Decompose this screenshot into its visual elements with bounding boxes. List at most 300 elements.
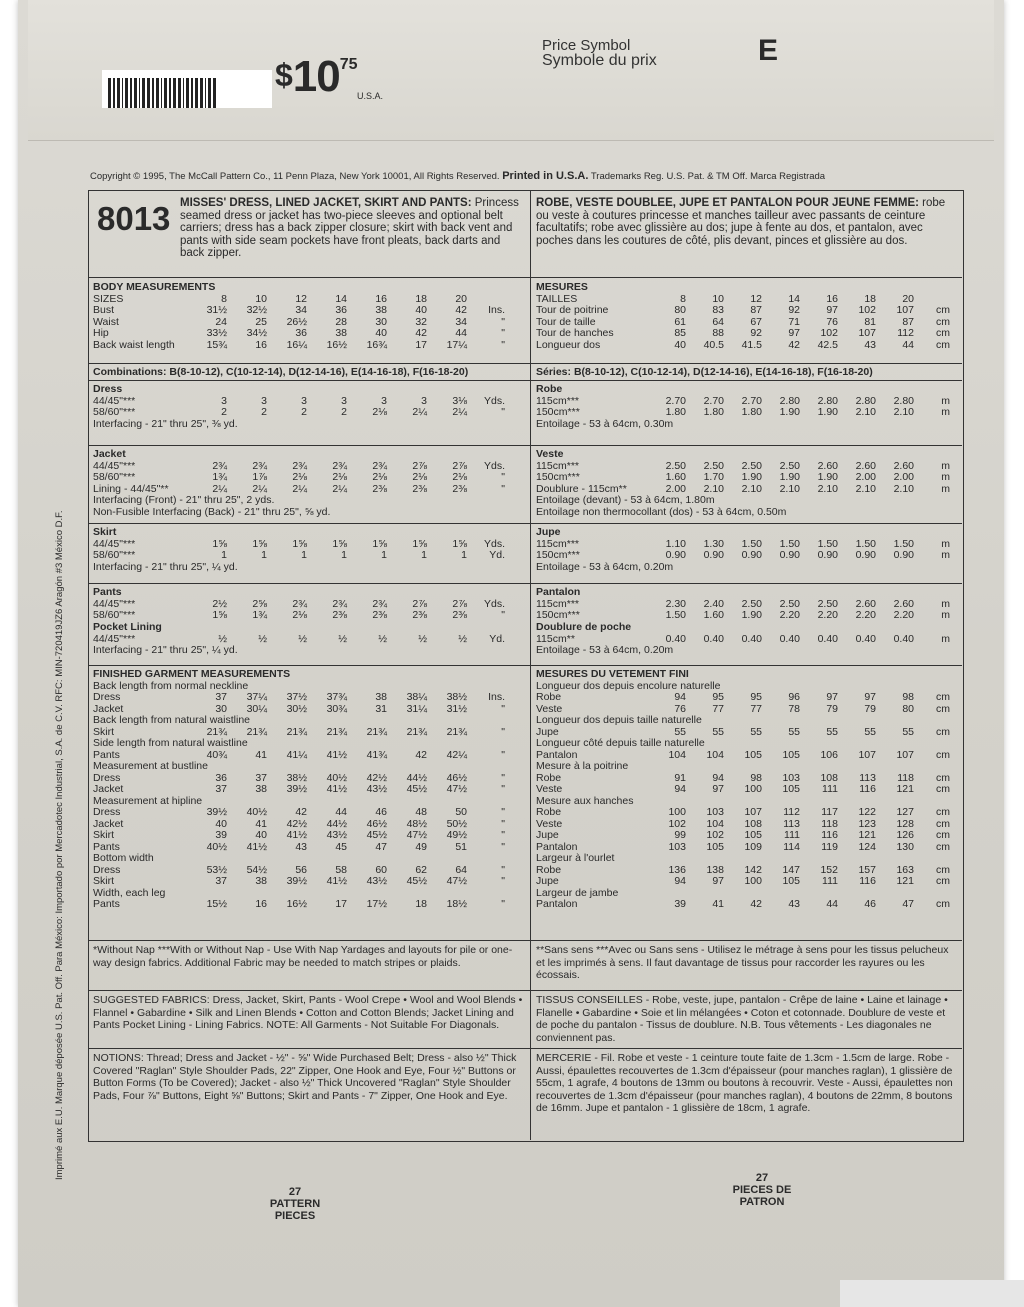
value-cell: 2¾ (332, 597, 347, 610)
value-cell: 2.20 (893, 609, 914, 621)
value-cell: 40 (375, 327, 387, 339)
unit-cell: " (501, 829, 505, 841)
value-cell: 21¾ (286, 725, 307, 738)
unit-cell: m (941, 632, 950, 645)
divider (88, 665, 962, 666)
value-cell: 34 (455, 315, 467, 328)
row-label: 115cm** (536, 632, 575, 645)
value-cell: 21¾ (206, 725, 227, 738)
divider (88, 1048, 962, 1049)
value-cell: 2¾ (372, 459, 387, 472)
value-cell: 111 (822, 783, 838, 795)
unit-cell: m (941, 394, 950, 407)
pattern-pieces-label: PATTERN PIECES (269, 1198, 321, 1222)
value-cell: 34½ (246, 327, 267, 339)
table-row (93, 761, 505, 773)
section-heading: Veste (536, 448, 564, 460)
section-heading: Jupe (536, 526, 561, 538)
value-cell: 103 (782, 771, 800, 784)
value-cell: 40½ (206, 840, 227, 853)
value-cell: 16 (375, 292, 387, 305)
value-cell: 40¾ (206, 748, 227, 761)
row-subheading: Interfacing - 21" thru 25", ¼ yd. (93, 560, 238, 573)
value-cell: 1.80 (703, 406, 724, 418)
table-row (536, 384, 950, 396)
unit-cell: cm (936, 806, 950, 818)
divider (88, 445, 962, 446)
value-cell: 42½ (286, 817, 307, 830)
value-cell: 1⅝ (212, 609, 227, 621)
value-cell: 2.50 (779, 459, 800, 472)
value-cell: 107 (896, 748, 914, 761)
unit-cell: cm (936, 725, 950, 738)
table-row (536, 645, 950, 657)
row-label: Skirt (93, 725, 114, 738)
price-symbol-fr: Symbole du prix (542, 52, 657, 69)
value-cell: 1.50 (779, 537, 800, 550)
value-cell: 40 (415, 304, 427, 316)
value-cell: 112 (783, 806, 800, 818)
value-cell: 92 (750, 327, 762, 339)
measurement-table (536, 527, 950, 573)
row-label: Veste (536, 702, 563, 715)
table-row (93, 550, 505, 562)
value-cell: 41½ (326, 783, 347, 795)
measurement-table (536, 449, 950, 518)
value-cell: 38 (335, 327, 347, 339)
value-cell: 46½ (446, 771, 467, 784)
value-cell: 2⅝ (252, 597, 267, 610)
unit-cell: cm (936, 875, 950, 887)
table-row (93, 784, 505, 796)
value-cell: 2.00 (855, 471, 876, 483)
value-cell: 39½ (286, 783, 307, 795)
row-label: Jacket (93, 702, 124, 715)
value-cell: 147 (782, 863, 800, 876)
row-subheading: Interfacing (Front) - 21" thru 25", 2 yds. (93, 494, 275, 506)
row-label: Pants (93, 840, 120, 853)
unit-cell: cm (936, 829, 950, 841)
value-cell: 1 (421, 549, 427, 561)
value-cell: 130 (896, 840, 914, 853)
value-cell: 49 (415, 840, 427, 853)
value-cell: 45½ (406, 875, 427, 887)
row-label: Tour de hanches (536, 327, 614, 339)
value-cell: 121 (896, 875, 914, 887)
price-symbol-label (542, 38, 657, 68)
table-row (536, 472, 950, 484)
unit-cell: cm (936, 783, 950, 795)
measurement-table (93, 669, 505, 911)
row-label: 44/45"*** (93, 597, 136, 610)
value-cell: 91 (674, 771, 686, 784)
unit-cell: cm (936, 304, 950, 316)
row-label: Dress (93, 806, 121, 818)
value-cell: 119 (821, 840, 838, 853)
value-cell: 15¾ (206, 338, 227, 351)
value-cell: ½ (218, 632, 227, 645)
value-cell: 1.60 (665, 471, 686, 483)
unit-cell: " (501, 315, 505, 328)
value-cell: 3 (421, 394, 427, 407)
value-cell: 2.10 (893, 482, 914, 495)
value-cell: 117 (821, 806, 838, 818)
table-row (536, 761, 950, 773)
value-cell: 107 (896, 304, 914, 316)
row-label: Tour de taille (536, 315, 596, 328)
row-label: Back waist length (93, 338, 175, 351)
measurement-table (536, 587, 950, 622)
unit-cell: Ins. (488, 691, 505, 703)
table-row (93, 495, 505, 507)
table-row (536, 819, 950, 831)
value-cell: 2⅛ (412, 471, 427, 483)
french-title: ROBE, VESTE DOUBLEE, JUPE ET PANTALON POUR JEUNE FEMME: (536, 197, 919, 209)
value-cell: 42.5 (817, 338, 838, 351)
value-cell: 103 (706, 806, 724, 818)
value-cell: 46½ (366, 817, 387, 830)
value-cell: 45 (335, 840, 347, 853)
value-cell: 123 (858, 817, 876, 830)
value-cell: 2⅜ (412, 609, 427, 621)
value-cell: 3 (341, 394, 347, 407)
value-cell: 53½ (206, 863, 227, 876)
value-cell: 39½ (286, 875, 307, 887)
english-pattern-pieces (240, 1186, 350, 1222)
value-cell: 46 (375, 806, 387, 818)
value-cell: 3 (261, 394, 267, 407)
unit-cell: cm (936, 315, 950, 328)
value-cell: 97 (826, 691, 838, 703)
table-row (536, 669, 950, 681)
row-label: Jupe (536, 725, 559, 738)
value-cell: 43 (864, 338, 876, 351)
style-number: 8013 (97, 200, 171, 237)
value-cell: 55 (712, 725, 724, 738)
unit-cell: Ins. (488, 304, 505, 316)
value-cell: 41½ (326, 748, 347, 761)
value-cell: 48½ (406, 817, 427, 830)
value-cell: 41¼ (286, 748, 307, 761)
row-subheading: Measurement at bustline (93, 760, 208, 772)
row-subheading: Mesure aux hanches (536, 794, 634, 807)
measurement-table (93, 587, 505, 622)
value-cell: 18½ (446, 898, 467, 910)
value-cell: 106 (820, 748, 838, 761)
value-cell: 1.50 (665, 609, 686, 621)
section-heading: Doublure de poche (536, 621, 632, 633)
measurement-table (93, 527, 505, 573)
unit-cell: cm (936, 898, 950, 910)
value-cell: 41.5 (741, 338, 762, 351)
value-cell: 105 (744, 829, 762, 841)
value-cell: 96 (788, 691, 800, 703)
value-cell: 97 (712, 783, 724, 795)
value-cell: 41½ (286, 829, 307, 841)
unit-cell: Yd. (489, 632, 505, 645)
value-cell: 136 (668, 863, 686, 876)
value-cell: 0.40 (817, 632, 838, 645)
value-cell: 32½ (246, 304, 267, 316)
unit-cell: cm (936, 338, 950, 351)
value-cell: 41 (255, 817, 267, 830)
value-cell: 1⅝ (292, 537, 307, 550)
measurement-table (536, 622, 950, 657)
table-row (93, 384, 505, 396)
value-cell: 100 (668, 806, 686, 818)
value-cell: 55 (674, 725, 686, 738)
value-cell: 32 (415, 315, 427, 328)
value-cell: 94 (712, 771, 724, 784)
value-cell: 76 (674, 702, 686, 715)
value-cell: 2¾ (332, 459, 347, 472)
unit-cell: " (501, 327, 505, 339)
row-label: Robe (536, 863, 562, 876)
value-cell: 41½ (246, 840, 267, 853)
row-label: 150cm*** (536, 471, 580, 483)
table-row (536, 622, 950, 634)
value-cell: 138 (706, 863, 724, 876)
value-cell: 157 (858, 863, 876, 876)
table-row (93, 610, 505, 622)
value-cell: 113 (859, 771, 876, 784)
unit-cell: m (941, 537, 950, 550)
value-cell: 116 (821, 829, 838, 841)
table-row (536, 899, 950, 911)
value-cell: 41½ (326, 875, 347, 887)
table-row (93, 340, 505, 352)
row-subheading: Side length from natural waistline (93, 737, 248, 749)
value-cell: 54½ (246, 863, 267, 876)
value-cell: 104 (706, 748, 724, 761)
pieces-de-patron-count: 27 (755, 1172, 769, 1184)
value-cell: 0.40 (779, 632, 800, 645)
value-cell: 37¼ (246, 691, 267, 703)
row-label: Pants (93, 898, 120, 910)
value-cell: 2.50 (779, 597, 800, 610)
value-cell: 88 (712, 327, 724, 339)
value-cell: 25 (255, 315, 267, 328)
french-fabrics: TISSUS CONSEILLES - Robe, veste, jupe, pantalon - Crêpe de laine • Laine et lainage • Flanelle • Gabardine • Soie et lin mélangées • Coton et cotonnade. Doublure de veste et de poche du pantalon - Tissus de doublure. N.B. Tous vêtements - Les diagonales ne conviennent pas. (536, 994, 948, 1044)
value-cell: 44½ (326, 817, 347, 830)
unit-cell: m (941, 459, 950, 472)
value-cell: 105 (744, 748, 762, 761)
value-cell: 102 (858, 304, 876, 316)
value-cell: 99 (674, 829, 686, 841)
price-amount: 10 (292, 52, 340, 101)
value-cell: 2.80 (855, 394, 876, 407)
value-cell: 49½ (446, 829, 467, 841)
table-row (536, 419, 950, 431)
divider (88, 583, 962, 584)
section-heading: BODY MEASUREMENTS (93, 281, 216, 293)
value-cell: 61 (674, 315, 686, 328)
table-row (93, 842, 505, 854)
table-row (536, 449, 950, 461)
unit-cell: " (501, 898, 505, 910)
value-cell: 2¼ (212, 482, 227, 495)
row-label: Longueur dos (536, 338, 601, 351)
row-label: Veste (536, 817, 563, 830)
value-cell: 1.90 (741, 609, 762, 621)
unit-cell: cm (936, 771, 950, 784)
table-row (536, 715, 950, 727)
value-cell: 43½ (366, 875, 387, 887)
unit-cell: Yds. (483, 459, 505, 472)
value-cell: 16 (255, 338, 267, 351)
section-heading: Robe (536, 383, 563, 395)
unit-cell: cm (936, 863, 950, 876)
value-cell: 2 (301, 406, 307, 418)
value-cell: 21¾ (246, 725, 267, 738)
table-row (536, 784, 950, 796)
printed-in: Printed in U.S.A. (502, 170, 589, 182)
value-cell: 16½ (326, 338, 347, 351)
value-cell: 2.70 (703, 394, 724, 407)
value-cell: 37 (255, 771, 267, 784)
value-cell: 1.80 (665, 406, 686, 418)
value-cell: 2.80 (779, 394, 800, 407)
value-cell: 2⅞ (412, 459, 427, 472)
value-cell: 44 (826, 898, 838, 910)
divider (88, 523, 962, 524)
pattern-pieces-count: 27 (288, 1186, 302, 1198)
value-cell: 17 (415, 338, 427, 351)
value-cell: 2 (221, 406, 227, 418)
row-subheading: Interfacing - 21" thru 25", ⅜ yd. (93, 417, 238, 430)
value-cell: ½ (338, 632, 347, 645)
unit-cell: m (941, 406, 950, 418)
value-cell: 2.10 (703, 482, 724, 495)
value-cell: 17 (335, 898, 347, 910)
value-cell: 2⅛ (292, 609, 307, 621)
value-cell: 2.10 (817, 482, 838, 495)
row-subheading: Longueur dos depuis encolure naturelle (536, 679, 721, 692)
value-cell: 42 (295, 806, 307, 818)
value-cell: 128 (896, 817, 914, 830)
value-cell: 80 (674, 304, 686, 316)
value-cell: 2.60 (855, 597, 876, 610)
value-cell: 107 (744, 806, 762, 818)
value-cell: 2.20 (817, 609, 838, 621)
price-country: U.S.A. (357, 91, 384, 101)
value-cell: 2.40 (703, 597, 724, 610)
value-cell: 102 (668, 817, 686, 830)
table-row (93, 692, 505, 704)
unit-cell: cm (936, 748, 950, 761)
divider (88, 990, 962, 991)
value-cell: 41¾ (366, 748, 387, 761)
measurement-table (93, 282, 505, 351)
value-cell: ½ (258, 632, 267, 645)
value-cell: 105 (782, 748, 800, 761)
value-cell: 36 (215, 771, 227, 784)
value-cell: 18 (864, 292, 876, 305)
value-cell: 42½ (366, 771, 387, 784)
table-row (93, 830, 505, 842)
value-cell: 47 (902, 898, 914, 910)
row-subheading: Longueur dos depuis taille naturelle (536, 714, 702, 726)
value-cell: 71 (788, 315, 800, 328)
price-symbol-en: Price Symbol (542, 37, 631, 54)
value-cell: 43 (788, 898, 800, 910)
value-cell: 2¼ (292, 482, 307, 495)
value-cell: 64 (455, 863, 467, 876)
value-cell: 38½ (286, 771, 307, 784)
value-cell: 16¼ (286, 338, 307, 351)
french-nap-note: **Sans sens ***Avec ou Sans sens - Utilisez le métrage à sens pour les tissus pelucheux et les imprimés à sens. Il faut davantage de tissus pour raccorder les rayures ou les écossais. (536, 944, 949, 981)
value-cell: 85 (674, 327, 686, 339)
value-cell: ½ (378, 632, 387, 645)
measurement-table (536, 669, 950, 911)
french-notions: MERCERIE - Fil. Robe et veste - 1 ceinture toute faite de 1.3cm - 1.5cm de large. Robe - Aussi, épaulettes recouvertes de 1.3cm d'épaisseur (pour manches raglan), 1 glissière de 55cm, 1 agrafe, 4 boutons de 13mm ou boutons à recouvrir. Veste - Aussi, épaulettes non recouvertes de 1.3cm d'épaisseur (pour manches raglan), 4 boutons de 22mm, 8 boutons de 16mm. Jupe et pantalon - 1 glissière de 18cm, 1 agrafe. (536, 1052, 953, 1114)
divider (88, 940, 962, 941)
value-cell: 124 (858, 840, 876, 853)
value-cell: 50½ (446, 817, 467, 830)
value-cell: 2¼ (452, 406, 467, 418)
value-cell: 38 (255, 875, 267, 887)
row-subheading: Longueur côté depuis taille naturelle (536, 737, 705, 749)
unit-cell: " (501, 748, 505, 761)
row-subheading: Bottom width (93, 852, 154, 864)
table-row (93, 539, 505, 551)
value-cell: 2¼ (252, 482, 267, 495)
table-row (93, 527, 505, 539)
combinations-line: Combinations: B(8-10-12), C(10-12-14), D(12-14-16), E(14-16-18), F(16-18-20) (93, 366, 469, 378)
unit-cell: cm (936, 327, 950, 339)
value-cell: 77 (750, 702, 762, 715)
value-cell: 152 (820, 863, 838, 876)
price-currency: $ (275, 57, 293, 93)
value-cell: 40 (255, 829, 267, 841)
value-cell: 114 (783, 840, 800, 853)
table-row (93, 507, 505, 519)
value-cell: 118 (897, 771, 914, 784)
unit-cell: m (941, 549, 950, 561)
value-cell: 116 (859, 875, 876, 887)
value-cell: 2.60 (855, 459, 876, 472)
value-cell: 24 (215, 315, 227, 328)
table-row (536, 610, 950, 622)
value-cell: 2⅞ (452, 597, 467, 610)
table-row (536, 796, 950, 808)
unit-cell: cm (936, 817, 950, 830)
measurement-table (536, 384, 950, 430)
value-cell: 2½ (212, 597, 227, 610)
value-cell: 8 (221, 292, 227, 305)
value-cell: 0.40 (665, 632, 686, 645)
table-row (93, 807, 505, 819)
row-label: Robe (536, 771, 562, 784)
value-cell: 33½ (206, 327, 227, 339)
unit-cell: " (501, 817, 505, 830)
value-cell: 97 (826, 304, 838, 316)
value-cell: 1.70 (703, 471, 724, 483)
english-fabrics: SUGGESTED FABRICS: Dress, Jacket, Skirt, Pants - Wool Crepe • Wool and Wool Blends • Flannel • Gabardine • Silk and Linen Blends • Cotton and Cotton Blends; Jacket Lining and Pants Pocket Lining - Lining Fabrics. NOTE: All Garments - Not Suitable For Diagonals. (93, 994, 523, 1031)
value-cell: 83 (712, 304, 724, 316)
value-cell: 42 (415, 327, 427, 339)
row-label: 44/45"*** (93, 459, 136, 472)
value-cell: 43 (295, 840, 307, 853)
value-cell: 77 (712, 702, 724, 715)
row-label: TAILLES (536, 292, 578, 305)
row-label: Doublure - 115cm** (536, 482, 627, 495)
value-cell: 2.20 (855, 609, 876, 621)
value-cell: 50 (455, 806, 467, 818)
value-cell: 12 (750, 292, 762, 305)
row-label: Pantalon (536, 840, 578, 853)
value-cell: 1 (381, 549, 387, 561)
